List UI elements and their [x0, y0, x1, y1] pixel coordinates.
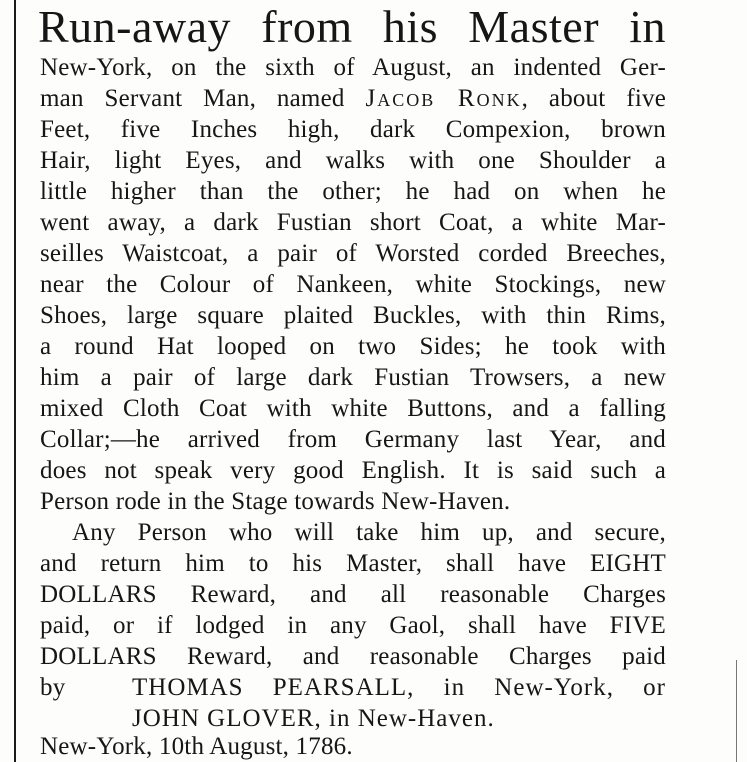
advertisement-title: Run-away from his Master in	[38, 1, 666, 52]
body-line-9: Shoes, large square plaited Buckles, with thin Rims,	[40, 302, 666, 329]
reward-line-3: DOLLARS Reward, and all reasonable Charges	[40, 581, 666, 608]
body-line-5: little higher than the other; he had on when he	[40, 178, 666, 205]
body-line-12: mixed Cloth Coat with white Buttons, and a falling	[40, 395, 666, 422]
dateline: New-York, 10th August, 1786.	[40, 733, 353, 760]
signature-1: THOMAS PEARSALL, in New-York, or	[132, 674, 666, 701]
body-line-8: near the Colour of Nankeen, white Stockings, new	[40, 271, 666, 298]
signature-2: JOHN GLOVER, in New-Haven.	[132, 705, 495, 732]
by-word: by	[40, 674, 66, 701]
reward-line-4: paid, or if lodged in any Gaol, shall have FIVE	[40, 612, 666, 639]
body-line-6: went away, a dark Fustian short Coat, a white Mar-	[40, 209, 666, 236]
line2-after: , about five	[521, 85, 666, 112]
body-line-10: a round Hat looped on two Sides; he took with	[40, 333, 666, 360]
body-line-13: Collar;—he arrived from Germany last Year, and	[40, 426, 666, 453]
body-line-3: Feet, five Inches high, dark Compexion, brown	[40, 116, 666, 143]
body-line-2	[40, 85, 666, 113]
reward-line-5: DOLLARS Reward, and reasonable Charges paid	[40, 643, 666, 670]
body-line-15: Person rode in the Stage towards New-Haven.	[40, 488, 511, 515]
body-line-4: Hair, light Eyes, and walks with one Shoulder a	[40, 147, 666, 174]
signature-row-1	[0, 674, 747, 706]
body-line-14: does not speak very good English. It is said such a	[40, 457, 666, 484]
body-line-7: seilles Waistcoat, a pair of Worsted corded Breeches,	[40, 240, 666, 267]
body-line-11: him a pair of large dark Fustian Trowsers, a new	[40, 364, 666, 391]
column-rule-left	[14, 0, 16, 762]
servant-name: Jacob Ronk	[365, 85, 522, 112]
body-line-1: New-York, on the sixth of August, an indented Ger-	[40, 54, 666, 81]
reward-line-1: Any Person who will take him up, and secure,	[72, 519, 666, 546]
reward-line-2: and return him to his Master, shall have EIGHT	[40, 550, 666, 577]
line2-before: man Servant Man, named	[40, 85, 366, 112]
